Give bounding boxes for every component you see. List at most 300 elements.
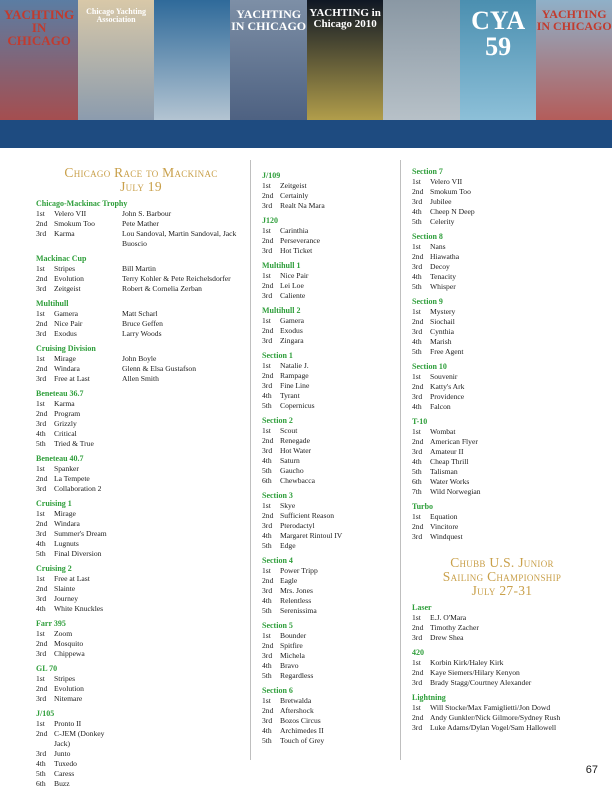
place: 1st (36, 719, 45, 728)
place: 2nd (36, 319, 48, 328)
place: 3rd (36, 749, 47, 758)
place: 5th (36, 439, 46, 448)
cover-image (78, 0, 154, 120)
boat-name: Gamera (280, 316, 305, 325)
result-row (36, 529, 246, 539)
boat-name: Marish (430, 337, 452, 346)
result-row (36, 594, 246, 604)
result-row (36, 419, 246, 429)
place: 3rd (262, 651, 273, 660)
result-row (412, 207, 592, 217)
class-heading: Beneteau 40.7 (36, 454, 84, 463)
class-heading: Cruising 2 (36, 564, 72, 573)
result-row (36, 409, 246, 419)
result-row (262, 181, 392, 191)
place: 4th (412, 272, 422, 281)
skipper-name (122, 759, 246, 769)
boat-name: Cheap Thrill (430, 457, 469, 466)
column-divider (250, 160, 251, 760)
skipper-name: Glenn & Elsa Gustafson (122, 364, 197, 373)
result-row (412, 282, 592, 292)
boat-name: Zingara (280, 336, 304, 345)
result-row (36, 319, 246, 329)
place: 4th (36, 539, 46, 548)
result-row (262, 736, 392, 746)
class-heading: J/105 (36, 709, 55, 718)
place: 2nd (262, 576, 274, 585)
result-row (262, 281, 392, 291)
place: 2nd (36, 684, 48, 693)
class-heading: J/109 (262, 171, 281, 180)
place: 3rd (262, 246, 273, 255)
boat-name: Bravo (280, 661, 299, 670)
boat-name: Fine Line (280, 381, 310, 390)
boat-name: White Knuckles (54, 604, 104, 613)
boat-name: Perseverance (280, 236, 321, 245)
result-row (36, 209, 246, 219)
skipper-name (122, 429, 246, 439)
place: 3rd (36, 419, 47, 428)
place: 2nd (262, 706, 274, 715)
boat-name: Realt Na Mara (280, 201, 325, 210)
result-row (36, 629, 246, 639)
result-row (412, 392, 592, 402)
place: 3rd (262, 586, 273, 595)
result-row (36, 684, 246, 694)
result-row (262, 541, 392, 551)
class-heading: T-10 (412, 417, 428, 426)
cover-title: YACHTING IN CHICAGO (231, 7, 307, 33)
result-row (412, 252, 592, 262)
skipper-name (122, 474, 246, 484)
boat-name: Mrs. Jones (280, 586, 313, 595)
skipper-name (122, 464, 246, 474)
boat-name: Mirage (54, 509, 76, 518)
skipper-name (122, 419, 246, 429)
boat-name: Buzz (54, 779, 70, 788)
result-row (36, 309, 246, 319)
cover-image (307, 0, 384, 120)
result-row (262, 531, 392, 541)
boat-name: Eagle (280, 576, 298, 585)
cover-title: Chicago Yachting Association (86, 7, 147, 24)
place: 4th (262, 661, 272, 670)
place: 3rd (36, 649, 47, 658)
place: 3rd (412, 327, 423, 336)
boat-name: Smokum Too (54, 219, 95, 228)
result-row (412, 623, 592, 633)
place: 2nd (36, 519, 48, 528)
boat-name: Nice Pair (54, 319, 83, 328)
result-row (36, 779, 246, 789)
boat-name: Talisman (430, 467, 458, 476)
result-row (262, 631, 392, 641)
result-row (412, 713, 592, 723)
result-row (36, 759, 246, 769)
place: 5th (36, 769, 46, 778)
skipper-name (122, 409, 246, 419)
result-row (36, 274, 246, 284)
boat-name: Cynthia (430, 327, 455, 336)
result-row (262, 191, 392, 201)
boat-name: Sufficient Reason (280, 511, 335, 520)
skipper-name: Robert & Cornelia Zerban (122, 284, 202, 293)
boat-name: Caress (54, 769, 75, 778)
championship-title (412, 556, 592, 598)
skipper-name (122, 749, 246, 759)
place: 2nd (36, 584, 48, 593)
boat-name: Gaucho (280, 466, 304, 475)
boat-name: Touch of Grey (280, 736, 325, 745)
boat-name: Lugnuts (54, 539, 79, 548)
boat-name: Spanker (54, 464, 79, 473)
boat-name: Hot Water (280, 446, 312, 455)
boat-name: Siochail (430, 317, 455, 326)
result-row (412, 658, 592, 668)
place: 1st (36, 209, 45, 218)
class-heading: Multihull 1 (262, 261, 301, 270)
boat-name: Carinthia (280, 226, 309, 235)
result-row (412, 447, 592, 457)
result-row (412, 678, 592, 688)
skipper-name: Lou Sandoval, Martin Sandoval, Jack Buoscio (122, 229, 237, 248)
place: 2nd (412, 713, 424, 722)
boat-name: Caliente (280, 291, 306, 300)
place: 1st (36, 264, 45, 273)
result-row (36, 674, 246, 684)
place: 3rd (262, 381, 273, 390)
boat-name: Hot Ticket (280, 246, 313, 255)
place: 1st (36, 674, 45, 683)
result-row (262, 326, 392, 336)
place: 1st (36, 629, 45, 638)
class-heading: Mackinac Cup (36, 254, 87, 263)
result-row (36, 574, 246, 584)
class-heading: Section 3 (262, 491, 293, 500)
place: 6th (262, 476, 272, 485)
result-row (262, 201, 392, 211)
boat-name: Tyrant (280, 391, 300, 400)
boat-name: Brady Stagg/Courtney Alexander (430, 678, 532, 687)
class-heading: Section 10 (412, 362, 447, 371)
result-row (262, 401, 392, 411)
boat-name: Zeitgeist (54, 284, 81, 293)
skipper-name (122, 519, 246, 529)
result-row (412, 327, 592, 337)
boat-name: Tried & True (54, 439, 94, 448)
place: 2nd (262, 641, 274, 650)
boat-name: Zoom (54, 629, 73, 638)
boat-name: Falcon (430, 402, 451, 411)
class-heading: Chicago-Mackinac Trophy (36, 199, 128, 208)
skipper-name (122, 439, 246, 449)
class-heading: Section 5 (262, 621, 293, 630)
boat-name: Junto (54, 749, 71, 758)
result-row (36, 719, 246, 729)
place: 5th (412, 467, 422, 476)
result-row (36, 509, 246, 519)
class-heading: 420 (412, 648, 424, 657)
place: 1st (262, 566, 271, 575)
boat-name: Nice Pair (280, 271, 309, 280)
result-row (36, 354, 246, 364)
result-row (36, 539, 246, 549)
place: 2nd (36, 409, 48, 418)
result-row (412, 487, 592, 497)
place: 1st (412, 512, 421, 521)
place: 3rd (412, 262, 423, 271)
boat-name: Stripes (54, 264, 76, 273)
boat-name: Hiawatha (430, 252, 460, 261)
results-list (36, 198, 246, 789)
place: 3rd (36, 374, 47, 383)
result-row (412, 457, 592, 467)
place: 2nd (262, 191, 274, 200)
boat-name: Nitemare (54, 694, 83, 703)
result-row (262, 696, 392, 706)
place: 2nd (262, 326, 274, 335)
place: 4th (412, 457, 422, 466)
class-heading: Cruising Division (36, 344, 96, 353)
cover-title: YACHTING in Chicago 2010 (309, 7, 381, 30)
result-row (262, 316, 392, 326)
boat-name: Free at Last (54, 374, 90, 383)
result-row (36, 549, 246, 559)
result-row (36, 399, 246, 409)
boat-name: Archimedes II (280, 726, 324, 735)
place: 2nd (262, 511, 274, 520)
result-row (412, 242, 592, 252)
result-row (262, 371, 392, 381)
skipper-name (122, 674, 246, 684)
boat-name: Katty's Ark (430, 382, 465, 391)
column-divider (400, 160, 401, 760)
boat-name: Cheep N Deep (430, 207, 475, 216)
cover-banner (0, 0, 612, 148)
boat-name: Decoy (430, 262, 450, 271)
result-row (36, 374, 246, 384)
place: 1st (412, 703, 421, 712)
results-list (412, 166, 592, 542)
race-title (36, 166, 246, 194)
skipper-name (122, 769, 246, 779)
boat-name: Souvenir (430, 372, 458, 381)
boat-name: Journey (54, 594, 79, 603)
place: 5th (262, 401, 272, 410)
place: 5th (36, 549, 46, 558)
skipper-name (122, 629, 246, 639)
result-row (36, 464, 246, 474)
place: 1st (36, 309, 45, 318)
boat-name: Chippewa (54, 649, 85, 658)
class-heading: Cruising 1 (36, 499, 72, 508)
result-row (412, 633, 592, 643)
place: 3rd (262, 201, 273, 210)
cover-title: CYA 59 (471, 6, 526, 61)
result-row (412, 668, 592, 678)
place: 4th (412, 402, 422, 411)
result-row (36, 219, 246, 229)
boat-name: Mirage (54, 354, 76, 363)
boat-name: Relentless (280, 596, 312, 605)
boat-name: Skye (280, 501, 296, 510)
boat-name: Karma (54, 399, 75, 408)
boat-name: Windquest (430, 532, 463, 541)
skipper-name: Allen Smith (122, 374, 159, 383)
result-row (36, 694, 246, 704)
place: 4th (36, 759, 46, 768)
boat-name: Collaboration 2 (54, 484, 102, 493)
boat-name: Lei Loe (280, 281, 304, 290)
place: 2nd (262, 371, 274, 380)
skipper-name (122, 484, 246, 494)
result-row (262, 716, 392, 726)
place: 1st (412, 242, 421, 251)
cover-title: YACHTING IN CHICAGO (536, 7, 612, 33)
cover-image (460, 0, 537, 120)
boat-name: Korbin Kirk/Haley Kirk (430, 658, 504, 667)
result-row (262, 606, 392, 616)
class-heading: Section 7 (412, 167, 443, 176)
result-row (262, 661, 392, 671)
place: 5th (412, 282, 422, 291)
place: 3rd (262, 291, 273, 300)
place: 1st (412, 427, 421, 436)
result-row (262, 586, 392, 596)
result-row (412, 372, 592, 382)
place: 3rd (36, 694, 47, 703)
boat-name: Free at Last (54, 574, 90, 583)
class-heading: Laser (412, 603, 432, 612)
boat-name: Natalie J. (280, 361, 309, 370)
boat-name: Drew Shea (430, 633, 464, 642)
boat-name: Critical (54, 429, 77, 438)
boat-name: Spitfire (280, 641, 303, 650)
boat-name: Celerity (430, 217, 455, 226)
boat-name: Timothy Zacher (430, 623, 479, 632)
place: 2nd (412, 187, 424, 196)
cover-title: YACHTING IN CHICAGO (3, 7, 75, 48)
result-row (412, 532, 592, 542)
result-row (262, 501, 392, 511)
place: 1st (412, 307, 421, 316)
place: 3rd (412, 532, 423, 541)
championship-date: July 27-31 (471, 583, 533, 598)
skipper-name (122, 539, 246, 549)
class-heading: Farr 395 (36, 619, 66, 628)
place: 4th (262, 596, 272, 605)
boat-name: Rampage (280, 371, 309, 380)
place: 1st (262, 501, 271, 510)
result-row (36, 364, 246, 374)
place: 2nd (36, 274, 48, 283)
place: 1st (262, 316, 271, 325)
place: 2nd (412, 522, 424, 531)
boat-name: Exodus (54, 329, 77, 338)
place: 1st (412, 658, 421, 667)
boat-name: Tenacity (430, 272, 457, 281)
place: 1st (36, 464, 45, 473)
class-heading: Section 4 (262, 556, 293, 565)
place: 1st (262, 226, 271, 235)
place: 2nd (36, 729, 48, 738)
result-row (36, 749, 246, 759)
column-3 (412, 162, 592, 733)
place: 2nd (262, 281, 274, 290)
place: 3rd (412, 678, 423, 687)
result-row (36, 639, 246, 649)
place: 2nd (36, 639, 48, 648)
place: 5th (262, 606, 272, 615)
championship-title-line1: Chubb U.S. Junior (450, 555, 554, 570)
place: 1st (412, 372, 421, 381)
result-row (262, 246, 392, 256)
result-row (262, 426, 392, 436)
place: 3rd (36, 484, 47, 493)
place: 4th (262, 531, 272, 540)
result-row (412, 402, 592, 412)
class-heading: J120 (262, 216, 278, 225)
place: 3rd (412, 447, 423, 456)
result-row (262, 576, 392, 586)
skipper-name: Matt Scharl (122, 309, 158, 318)
result-row (412, 703, 592, 713)
boat-name: Kaye Siemers/Hilary Kenyon (430, 668, 520, 677)
result-row (412, 347, 592, 357)
place: 3rd (36, 229, 47, 238)
boat-name: Smokum Too (430, 187, 471, 196)
skipper-name: Larry Woods (122, 329, 162, 338)
skipper-name (122, 529, 246, 539)
result-row (412, 262, 592, 272)
result-row (36, 439, 246, 449)
class-heading: Section 6 (262, 686, 293, 695)
skipper-name (122, 719, 246, 729)
place: 2nd (412, 623, 424, 632)
place: 2nd (36, 474, 48, 483)
boat-name: Nans (430, 242, 446, 251)
result-row (412, 197, 592, 207)
boat-name: Windara (54, 364, 80, 373)
result-row (412, 522, 592, 532)
cover-image (536, 0, 612, 120)
boat-name: Exodus (280, 326, 303, 335)
skipper-name: John S. Barbour (122, 209, 172, 218)
place: 1st (262, 361, 271, 370)
boat-name: E.J. O'Mara (430, 613, 467, 622)
boat-name: C-JEM (Donkey Jack) (54, 729, 105, 748)
class-heading: Section 1 (262, 351, 293, 360)
result-row (412, 427, 592, 437)
boat-name: Bounder (280, 631, 307, 640)
boat-name: American Flyer (430, 437, 478, 446)
boat-name: Andy Gunkler/Nick Gilmore/Sydney Rush (430, 713, 561, 722)
result-row (412, 187, 592, 197)
result-row (262, 236, 392, 246)
class-heading: Beneteau 36.7 (36, 389, 84, 398)
place: 1st (36, 509, 45, 518)
boat-name: Jubilee (430, 197, 452, 206)
place: 4th (262, 391, 272, 400)
place: 2nd (412, 668, 424, 677)
result-row (262, 436, 392, 446)
result-row (262, 521, 392, 531)
place: 4th (262, 726, 272, 735)
boat-name: Luke Adams/Dylan Vogel/Sam Hallowell (430, 723, 557, 732)
result-row (36, 229, 246, 249)
result-row (36, 474, 246, 484)
result-row (262, 466, 392, 476)
